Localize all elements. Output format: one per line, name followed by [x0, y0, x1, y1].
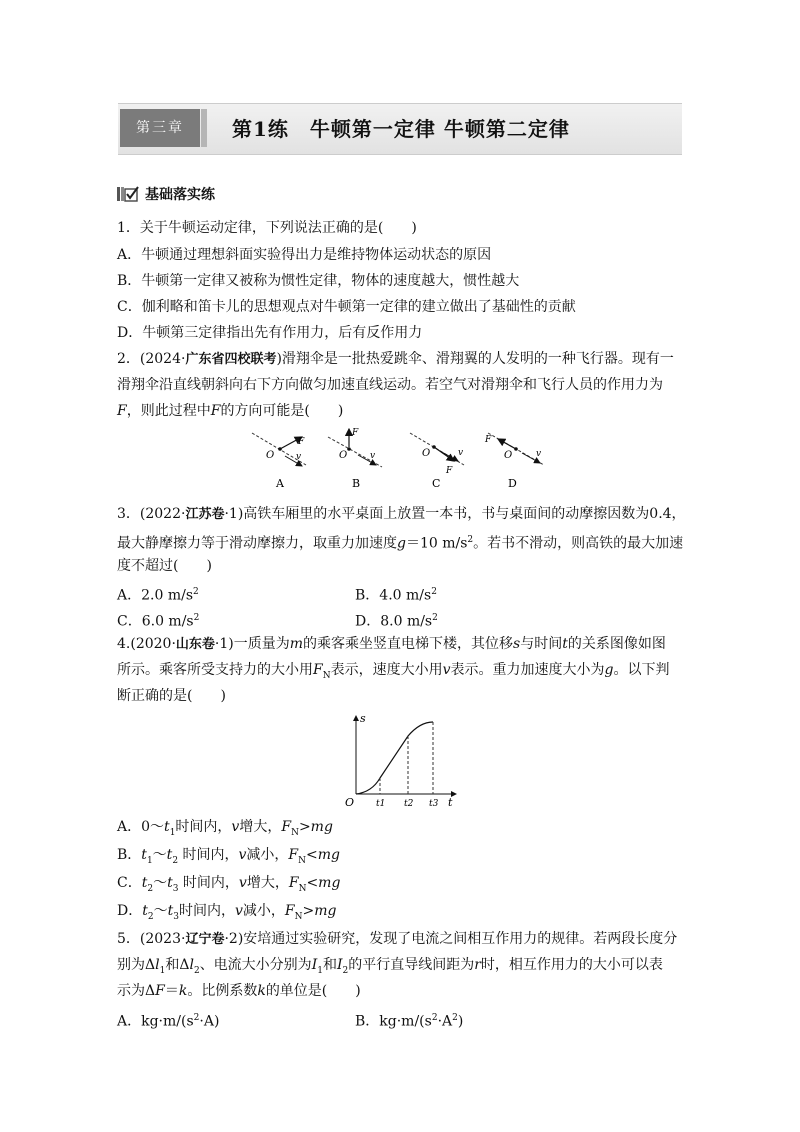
q5-option-a: A．$kg\cdot m/(s^2\cdot A)$ [117, 1013, 220, 1030]
force-label: F [298, 437, 305, 447]
q2-line-1: 2．(2024·广东省四校联考)滑翔伞是一批热爱跳伞、滑翔翼的人发明的一种飞行器。现有一 [117, 351, 674, 367]
checklist-icon [117, 185, 139, 203]
graph-tick-t1: t1 [376, 799, 386, 809]
point-o: O [422, 448, 431, 459]
force-label: F [352, 428, 359, 438]
force-label: F [446, 466, 453, 476]
graph-tick-t3: t3 [429, 799, 439, 809]
q4-line-3: 断正确的是( ) [117, 688, 226, 704]
graph-origin: O [345, 796, 355, 809]
option-label-a: A [276, 477, 284, 490]
graph-x-label: t [448, 796, 453, 809]
q3-line-3: 度不超过( ) [117, 558, 212, 574]
q2-source: 广东省四校联考 [185, 352, 277, 367]
velocity-label: v [370, 451, 376, 461]
velocity-label: v [536, 449, 542, 459]
q3-option-a: A．2.0 $m/s^2$ [117, 587, 199, 604]
page-title: 第1练 牛顿第一定律 牛顿第二定律 [232, 117, 570, 141]
q1-option-c: C．伽利略和笛卡儿的思想观点对牛顿第一定律的建立做出了基础性的贡献 [117, 299, 576, 315]
section-heading [117, 184, 215, 204]
q4-option-c: C．$t_2\sim t_3$ 时间内，v增大，$F_N<mg$ [117, 875, 341, 894]
option-d-diagram [484, 433, 544, 490]
q1-option-d: D．牛顿第三定律指出先有作用力，后有反作用力 [117, 325, 423, 341]
point-o: O [339, 450, 348, 461]
q3-option-d: D．8.0 $m/s^2$ [355, 613, 438, 630]
force-label: F [485, 435, 492, 445]
q1-option-a: A．牛顿通过理想斜面实验得出力是维持物体运动状态的原因 [117, 247, 492, 263]
option-c-diagram [410, 433, 464, 490]
option-label-d: D [508, 477, 517, 490]
section-title: 基础落实练 [145, 187, 215, 203]
option-label-b: B [352, 477, 361, 490]
q3-option-b: B．4.0 $m/s^2$ [355, 587, 437, 604]
point-o: O [266, 450, 275, 461]
q3-source: 江苏卷 [185, 507, 225, 522]
q5-line-2: 别为$\Delta l_1$和$\Delta l_2$、电流大小分别为$I_1$和$I_2$的平行直导线间距为r时，相互作用力的大小可以表 [117, 957, 663, 976]
q1-option-b: B．牛顿第一定律又被称为惯性定律，物体的速度越大，惯性越大 [117, 273, 520, 289]
option-b-diagram [328, 428, 382, 490]
q1-stem: 1．关于牛顿运动定律，下列说法正确的是( ) [117, 220, 417, 236]
banner-divider [201, 109, 207, 147]
q4-st-graph [340, 712, 465, 810]
q5-line-1: 5．(2023·辽宁卷·2)安培通过实验研究，发现了电流之间相互作用力的规律。若两段长度分 [117, 931, 678, 947]
q2-line-3: F，则此过程中F的方向可能是( ) [117, 403, 344, 419]
point-o: O [504, 450, 513, 461]
q4-line-2: 所示。乘客所受支持力的大小用$F_N$表示，速度大小用v表示。重力加速度大小为g。以下判 [117, 662, 670, 681]
velocity-label: v [458, 448, 464, 458]
q4-option-b: B．$t_1\sim t_2$ 时间内，v减小，$F_N<mg$ [117, 847, 340, 866]
q4-source: 山东卷 [175, 637, 215, 652]
graph-y-label: s [360, 712, 366, 725]
option-label-c: C [432, 477, 441, 490]
velocity-label: v [296, 452, 302, 462]
q5-line-3: 示为ΔF＝k。比例系数k的单位是( ) [117, 983, 361, 999]
q5-source: 辽宁卷 [185, 932, 225, 947]
q2-force-figure [240, 425, 560, 493]
option-a-diagram [252, 433, 306, 490]
chapter-label: 第三章 [120, 109, 200, 147]
q3-line-1: 3．(2022·江苏卷·1)高铁车厢里的水平桌面上放置一本书，书与桌面间的动摩擦因数为0.4， [117, 506, 686, 522]
graph-tick-t2: t2 [404, 799, 414, 809]
q2-line-2: 滑翔伞沿直线朝斜向右下方向做匀加速直线运动。若空气对滑翔伞和飞行人员的作用力为 [117, 377, 663, 393]
q5-option-b: B．$kg\cdot m/(s^2\cdot A^2)$ [355, 1013, 464, 1030]
q4-option-a: A．$0\sim t_1$时间内，v增大，$F_N>mg$ [117, 819, 333, 838]
q4-line-1: 4.(2020·山东卷·1)一质量为m的乘客乘坐竖直电梯下楼，其位移s与时间t的关系图像如图 [117, 636, 666, 652]
q4-option-d: D．$t_2\sim t_3$时间内，v减小，$F_N>mg$ [117, 903, 337, 922]
q3-line-2: 最大静摩擦力等于滑动摩擦力，取重力加速度g＝10 $m/s^2$。若书不滑动，则高铁的最大加速 [117, 535, 684, 552]
q3-option-c: C．6.0 $m/s^2$ [117, 613, 200, 630]
